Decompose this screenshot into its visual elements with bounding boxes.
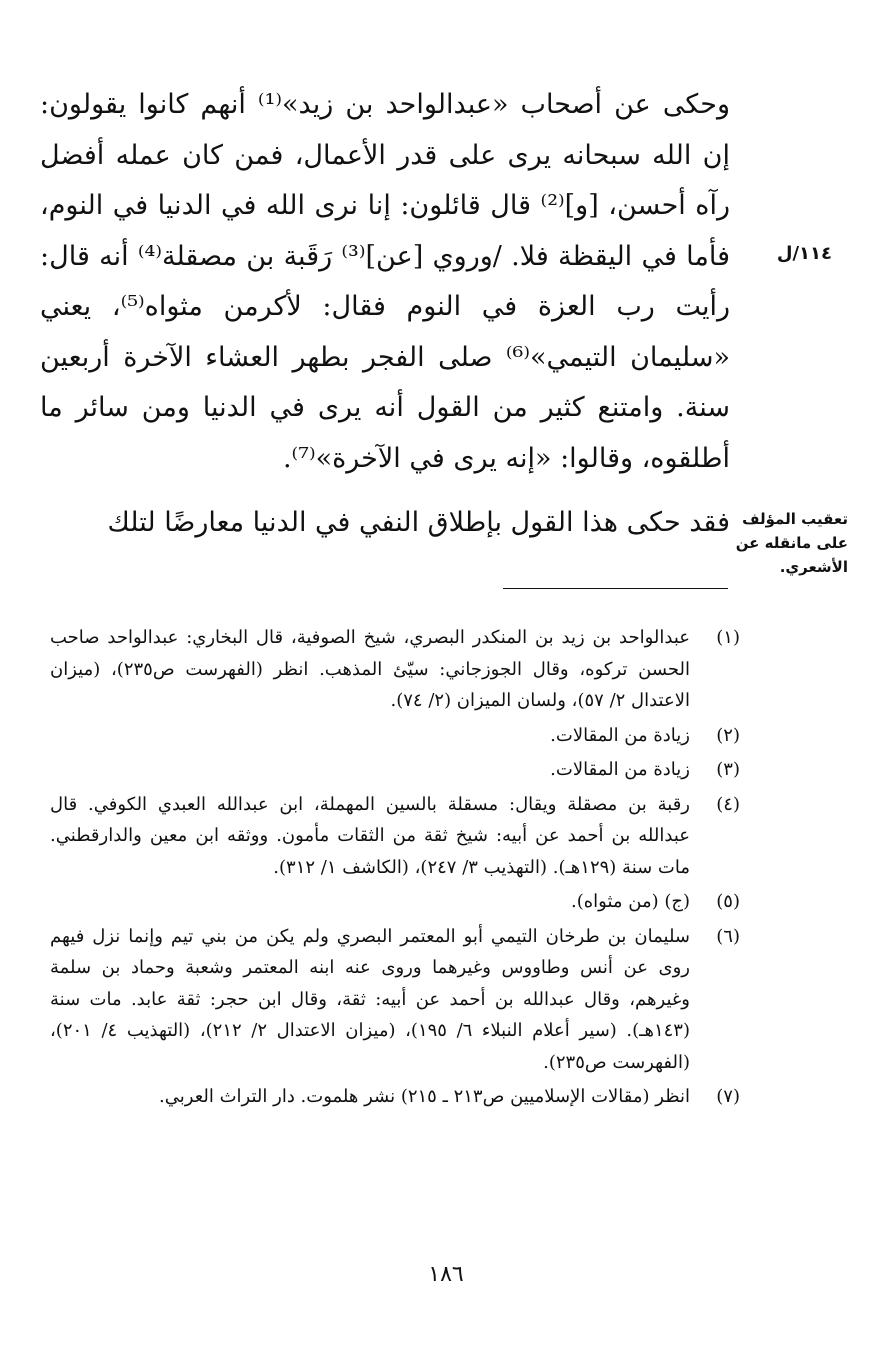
footnote <box>50 754 740 786</box>
footnote-text: عبدالواحد بن زيد بن المنكدر البصري، شيخ الصوفية، قال البخاري: عبدالواحد صاحب الحسن تركوه، وقال الجوزجاني: سيّئ المذهب. انظر (الفهرست ص٢٣٥)، (ميزان الاعتدال ٢/ ٥٧)، ولسان الميزان (٢/ ٧٤). <box>50 627 690 711</box>
footnote <box>50 921 740 1079</box>
footnote <box>50 622 740 717</box>
manuscript-page-reference: ١١٤/ل <box>776 243 832 264</box>
footnote <box>50 789 740 884</box>
footnote-number: (٥) <box>716 891 740 912</box>
footnote-text: انظر (مقالات الإسلاميين ص٢١٣ ـ ٢١٥) نشر هلموت. دار التراث العربي. <box>159 1086 690 1107</box>
footnote-number: (١) <box>716 627 740 648</box>
footnote <box>50 1081 740 1113</box>
footnote-separator <box>503 588 728 589</box>
footnote <box>50 886 740 918</box>
footnote-text: سليمان بن طرخان التيمي أبو المعتمر البصري ولم يكن من بني تيم وإنما نزل فيهم روى عن أنس وطاووس وغيرهما وروى عنه ابنه المعتمر وشعبة وحماد بن سلمة وغيرهم، وقال عبدالله بن أحمد عن أبيه: ثقة، وقال ابن حجر: ثقة عابد. مات سنة (١٤٣هـ). (سير أعلام النبلاء ٦/ ١٩٥)، (ميزان الاعتدال ٢/ ٢١٢)، (التهذيب ٤/ ٢٠١)، (الفهرست ص٢٣٥). <box>50 925 690 1073</box>
footnote-number: (٧) <box>716 1086 740 1107</box>
footnotes-section <box>50 622 740 1116</box>
footnote <box>50 720 740 752</box>
footnote-number: (٤) <box>716 793 740 815</box>
page-number: ١٨٦ <box>428 1262 464 1287</box>
footnote-number: (٦) <box>716 925 740 947</box>
footnote-number: (٣) <box>716 759 740 780</box>
footnote-text: زيادة من المقالات. <box>550 724 690 746</box>
footnote-text: (ج) (من مثواه). <box>570 891 690 912</box>
main-text <box>40 80 730 549</box>
footnote-number: (٢) <box>716 724 740 746</box>
margin-comment: تعقيب المؤلف على مانقله عن الأشعري. <box>735 510 848 576</box>
main-paragraph: فقد حكى هذا القول بإطلاق النفي في الدنيا معارضًا لتلك <box>107 507 730 538</box>
main-paragraph: وحكى عن أصحاب «عبدالواحد بن زيد»⁽¹⁾ أنهم كانوا يقولون: إن الله سبحانه يرى على قدر الأعمال، فمن كان عمله أفضل رآه أحسن، [و]⁽²⁾ قال قائلون: إنا نرى الله في الدنيا في النوم، فأما في اليقظة فلا. /وروي [عن]⁽³⁾ رَقَبة بن مصقلة⁽⁴⁾ أنه قال: رأيت رب العزة في النوم فقال: لأكرمن مثواه⁽⁵⁾، يعني «سليمان التيمي»⁽⁶⁾ صلى الفجر بطهر العشاء الآخرة أربعين سنة. وامتنع كثير من القول أنه يرى في الدنيا ومن سائر ما أطلقوه، وقالوا: «إنه يرى في الآخرة»⁽⁷⁾. <box>40 89 731 474</box>
footnote-text: زيادة من المقالات. <box>550 759 690 780</box>
footnote-text: رقبة بن مصقلة ويقال: مسقلة بالسين المهملة، ابن عبدالله العبدي الكوفي. قال عبدالله بن أحمد عن أبيه: شيخ ثقة من الثقات مأمون. ووثقه ابن معين والدارقطني. مات سنة (١٢٩هـ). (التهذيب ٣/ ٢٤٧)، (الكاشف ١/ ٣١٢). <box>50 793 690 878</box>
